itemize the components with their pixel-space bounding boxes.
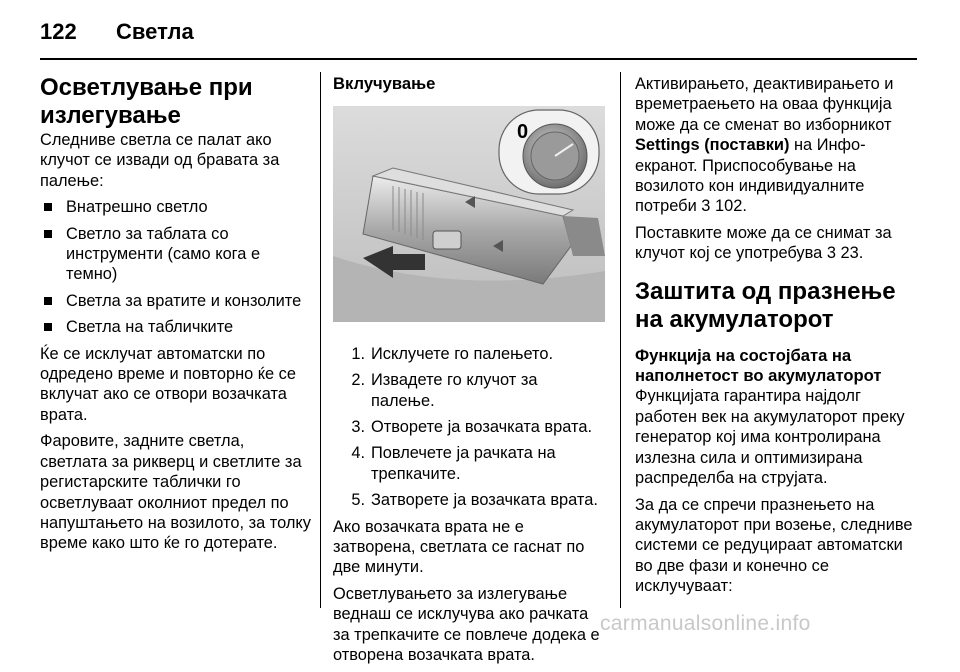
exit-lighting-heading: Осветлување при излегување	[40, 74, 253, 129]
watermark: carmanualsonline.info	[600, 612, 811, 635]
battery-function-text: Функцијата гарантира најдолг работен век на акумулаторот преку генератор кој има контролирана излезна сила и оптимизирана распределба на струјата.	[635, 387, 905, 488]
list-item	[333, 370, 605, 411]
step-number: 3.	[351, 418, 365, 437]
settings-text-part: на Инфо-екранот. Приспособување на возилото кон индивидуалните потреби	[635, 136, 866, 216]
section-title: Светла	[116, 19, 194, 44]
discharge-prevention-text: За да се спречи празнењето на акумулаторот при возење, следниве системи се редуцираат автоматски во две фази и конечно се исклучуваат:	[635, 495, 913, 596]
step-text: Исклучете го палењето.	[371, 344, 554, 363]
step-number: 5.	[351, 491, 365, 510]
list-item: Светло за таблата со инструменти (само кога е темно)	[40, 224, 312, 285]
charge-state-subheading: Функција на состојбата на наполнетост во акумулаторот	[635, 345, 882, 386]
column-divider-2	[620, 72, 621, 608]
list-item	[333, 490, 605, 510]
ignition-position-label: 0	[517, 121, 529, 144]
list-item: Внатрешно светло	[40, 197, 312, 217]
step-number: 4.	[351, 444, 365, 463]
intro-text: Следниве светла се палат ако клучот се извади од бравата за палење:	[40, 131, 280, 190]
headlights-text: Фаровите, задните светла, светлата за рикверц и светлите за регистарските таблички го осветлуваат околниот предел по напуштањето на возилото, за толку време како што ќе го дотерате.	[40, 432, 311, 553]
battery-protection-heading: Заштита од празнење на акумулаторот	[635, 277, 896, 333]
step-text: Отворете ја возачката врата.	[371, 418, 593, 437]
deactivation-text: Осветлувањето за излегување веднаш се исклучува ако рачката за трепкачите се повлече додека е отворена возачката врата.	[333, 584, 600, 665]
list-item	[333, 443, 605, 484]
step-number: 2.	[351, 371, 365, 390]
key-settings-text-part: Поставките може да се снимат за клучот кој се употребува	[635, 223, 892, 263]
list-item	[333, 344, 605, 364]
column-3	[635, 74, 915, 603]
page-header	[40, 16, 194, 48]
turn-signal-lever-illustration	[333, 106, 605, 322]
step-text: Повлечете ја рачката на трепкачите.	[371, 444, 556, 483]
settings-text-part: Активирањето, деактивирањето и времетраењето на оваа функција може да се сменат во изборникот	[635, 75, 894, 134]
page-number: 122	[40, 19, 77, 44]
page-reference: 23.	[835, 244, 864, 263]
settings-menu-name: Settings (поставки)	[635, 136, 790, 155]
step-text: Затворете ја возачката врата.	[371, 491, 598, 510]
page-reference-icon: 3	[826, 244, 836, 263]
page-reference: 102.	[710, 197, 747, 216]
door-open-text: Ако возачката врата не е затворена, светлата се гаснат по две минути.	[333, 517, 585, 577]
auto-off-text: Ќе се исклучат автоматски по одредено време и повторно ќе се вклучат ако се отвори возачката врата.	[40, 344, 296, 424]
key-settings-text	[635, 223, 915, 264]
page-reference-icon: 3	[701, 197, 711, 216]
column-1	[40, 74, 312, 560]
settings-text	[635, 74, 915, 217]
step-text: Извадете го клучот за палење.	[371, 371, 538, 410]
list-item: Светла на табличките	[40, 317, 312, 337]
header-divider	[40, 58, 917, 60]
activation-heading: Вклучување	[333, 74, 436, 93]
list-item: Светла за вратите и конзолите	[40, 291, 312, 311]
column-2	[333, 74, 605, 672]
list-item	[333, 417, 605, 437]
step-number: 1.	[351, 344, 365, 363]
lights-list	[40, 197, 312, 337]
activation-steps	[333, 344, 605, 511]
column-divider-1	[320, 72, 321, 608]
